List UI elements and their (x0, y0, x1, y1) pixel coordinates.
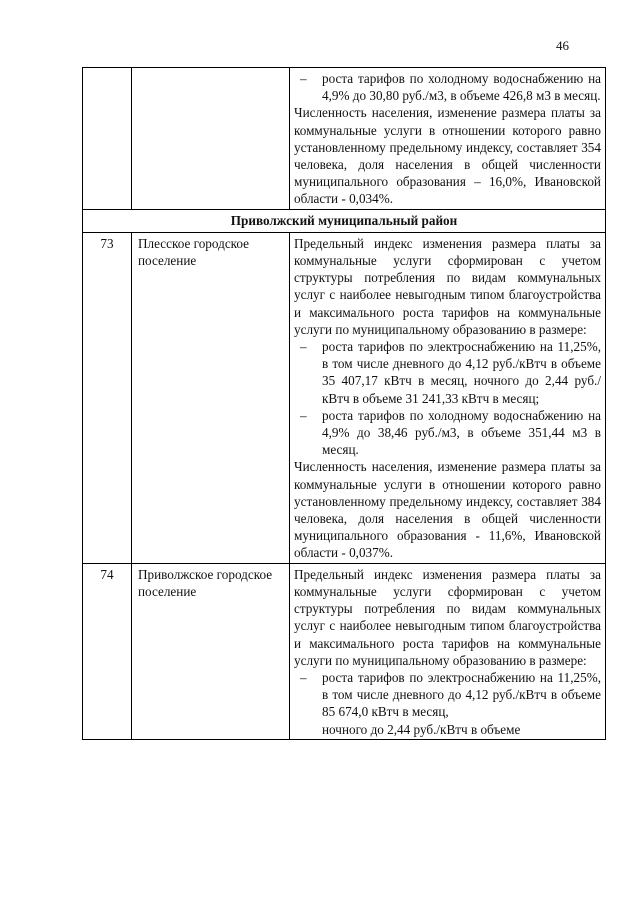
list-item-text: роста тарифов по холодному водоснабжению на 4,9% до 30,80 руб./м3, в объеме 426,8 м3 в месяц. (322, 71, 601, 104)
population-text: Численность населения, изменение размера платы за коммунальные услуги в отношении которого равно установленному предельному индексу, составляет 354 человека, доля населения в общей численности муниципального образования – 16,0%, Ивановской области - 0,034%. (294, 105, 601, 207)
list-item-continued (294, 721, 601, 738)
section-title: Приволжский муниципальный район (83, 209, 606, 232)
row-number: 74 (83, 563, 132, 739)
cell-description (290, 232, 606, 563)
dash-bullet: – (300, 71, 307, 86)
cell-number-empty (83, 68, 132, 210)
cell-name-empty (132, 68, 290, 210)
list-item (294, 407, 601, 459)
intro-text: Предельный индекс изменения размера платы за коммунальные услуги сформирован с учетом структуры потребления по видам коммунальных услуг с наиболее невыгодным типом благоустройства и максимального роста тарифов на коммунальные услуги по муниципальному образованию в размере: (294, 235, 601, 337)
intro-text: Предельный индекс изменения размера платы за коммунальные услуги сформирован с учетом структуры потребления по видам коммунальных услуг с наиболее невыгодным типом благоустройства и максимального роста тарифов на коммунальные услуги по муниципальному образованию в размере: (294, 566, 601, 668)
list-item (294, 338, 601, 407)
list-item (294, 70, 601, 104)
dash-bullet: – (300, 669, 307, 685)
municipality-name: Приволжское городское поселение (132, 563, 290, 739)
dash-bullet: – (300, 339, 307, 355)
population-text: Численность населения, изменение размера платы за коммунальные услуги в отношении которого равно установленному предельному индексу, составляет 384 человека, доля населения в общей численности муниципального образования - 11,6%, Ивановской области - 0,037%. (294, 459, 601, 561)
page-number: 46 (556, 38, 569, 53)
municipality-name: Плесское городское поселение (132, 232, 290, 563)
list-item-text: роста тарифов по электроснабжению на 11,25%, в том числе дневного до 4,12 руб./кВтч в объеме 35 407,17 кВтч в месяц, ночного до 2,44 руб./кВтч в объеме 31 241,33 кВтч в месяц; (322, 339, 601, 406)
cell-description (290, 563, 606, 739)
section-row (83, 209, 606, 232)
list-item-text: роста тарифов по холодному водоснабжению на 4,9% до 38,46 руб./м3, в объеме 351,44 м3 в месяц. (322, 407, 601, 458)
dash-bullet: – (300, 407, 307, 423)
table-row-continuation (83, 68, 606, 210)
list-item-text: роста тарифов по электроснабжению на 11,25%, в том числе дневного до 4,12 руб./кВтч в объеме 85 674,0 кВтч в месяц, (322, 669, 601, 720)
table-row (83, 232, 606, 563)
list-item-text: ночного до 2,44 руб./кВтч в объеме (322, 721, 521, 737)
list-item (294, 669, 601, 721)
tariff-table (82, 67, 606, 740)
cell-description (290, 68, 606, 210)
table-row (83, 563, 606, 739)
row-number: 73 (83, 232, 132, 563)
